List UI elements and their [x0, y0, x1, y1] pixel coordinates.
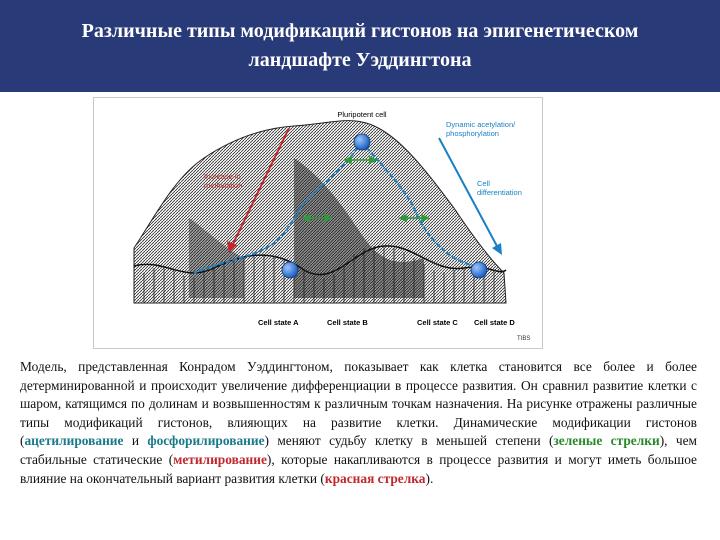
caption-part-1: Модель, представленная Конрадом Уэддингтоном, показывает как клетка становится все более и более детерминированной и происходит увеличение дифференциации в процессе развития. Он сравнил развитие клетки с шаром, катящимся по долинам и возвышенностям к различным точкам назначения. На рисунке отражены различные типы модификаций гистонов, влияющих на развитие клетки. Динамические модификации гистонов ( [20, 359, 697, 449]
caption-part-5: ). [425, 470, 434, 486]
label-cell-diff-line2: differentiation [477, 188, 522, 197]
label-cell-state-b: Cell state B [327, 318, 368, 327]
label-cell-state-c: Cell state C [417, 318, 458, 327]
cell-state-d-ball [471, 262, 487, 278]
label-dynamic-line1: Dynamic acetylation/ [446, 120, 516, 129]
caption-text [20, 358, 697, 488]
slide-title: Различные типы модификаций гистонов на эпигенетическом ландшафте Уэддингтона [81, 20, 639, 71]
pluripotent-cell-ball [354, 134, 370, 150]
term-red-arrow: красная стрелка [324, 470, 426, 486]
caption-part-3: ), чем стабильные статические ( [20, 433, 697, 467]
cell-state-a-ball [282, 262, 298, 278]
landscape-illustration [94, 98, 542, 348]
label-cell-state-d: Cell state D [474, 318, 515, 327]
label-cell-diff-line1: Cell [477, 179, 490, 188]
term-acetylation: ацетилирование [24, 433, 124, 449]
label-increase-line2: methylation [204, 181, 243, 190]
term-phosphorylation: фосфорилирование [147, 433, 265, 449]
caption-part-4: ), которые накапливаются в процессе развития и могут иметь большое влияние на окончательный вариант развития клетки ( [20, 451, 698, 486]
waddington-landscape-figure [93, 97, 543, 349]
label-dynamic-line2: phosphorylation [446, 129, 499, 138]
term-methylation: метилирование [173, 451, 267, 467]
term-green-arrows: зеленые стрелки [553, 433, 660, 449]
figure-credit: TIBS [517, 336, 531, 342]
caption-and: и [123, 433, 148, 449]
label-increase-line1: Increase in [204, 172, 241, 181]
label-cell-state-a: Cell state A [258, 318, 299, 327]
caption-part-2: ) меняют судьбу клетку в меньшей степени ( [264, 433, 554, 449]
label-pluripotent: Pluripotent cell [337, 110, 387, 119]
title-bar [0, 0, 720, 92]
